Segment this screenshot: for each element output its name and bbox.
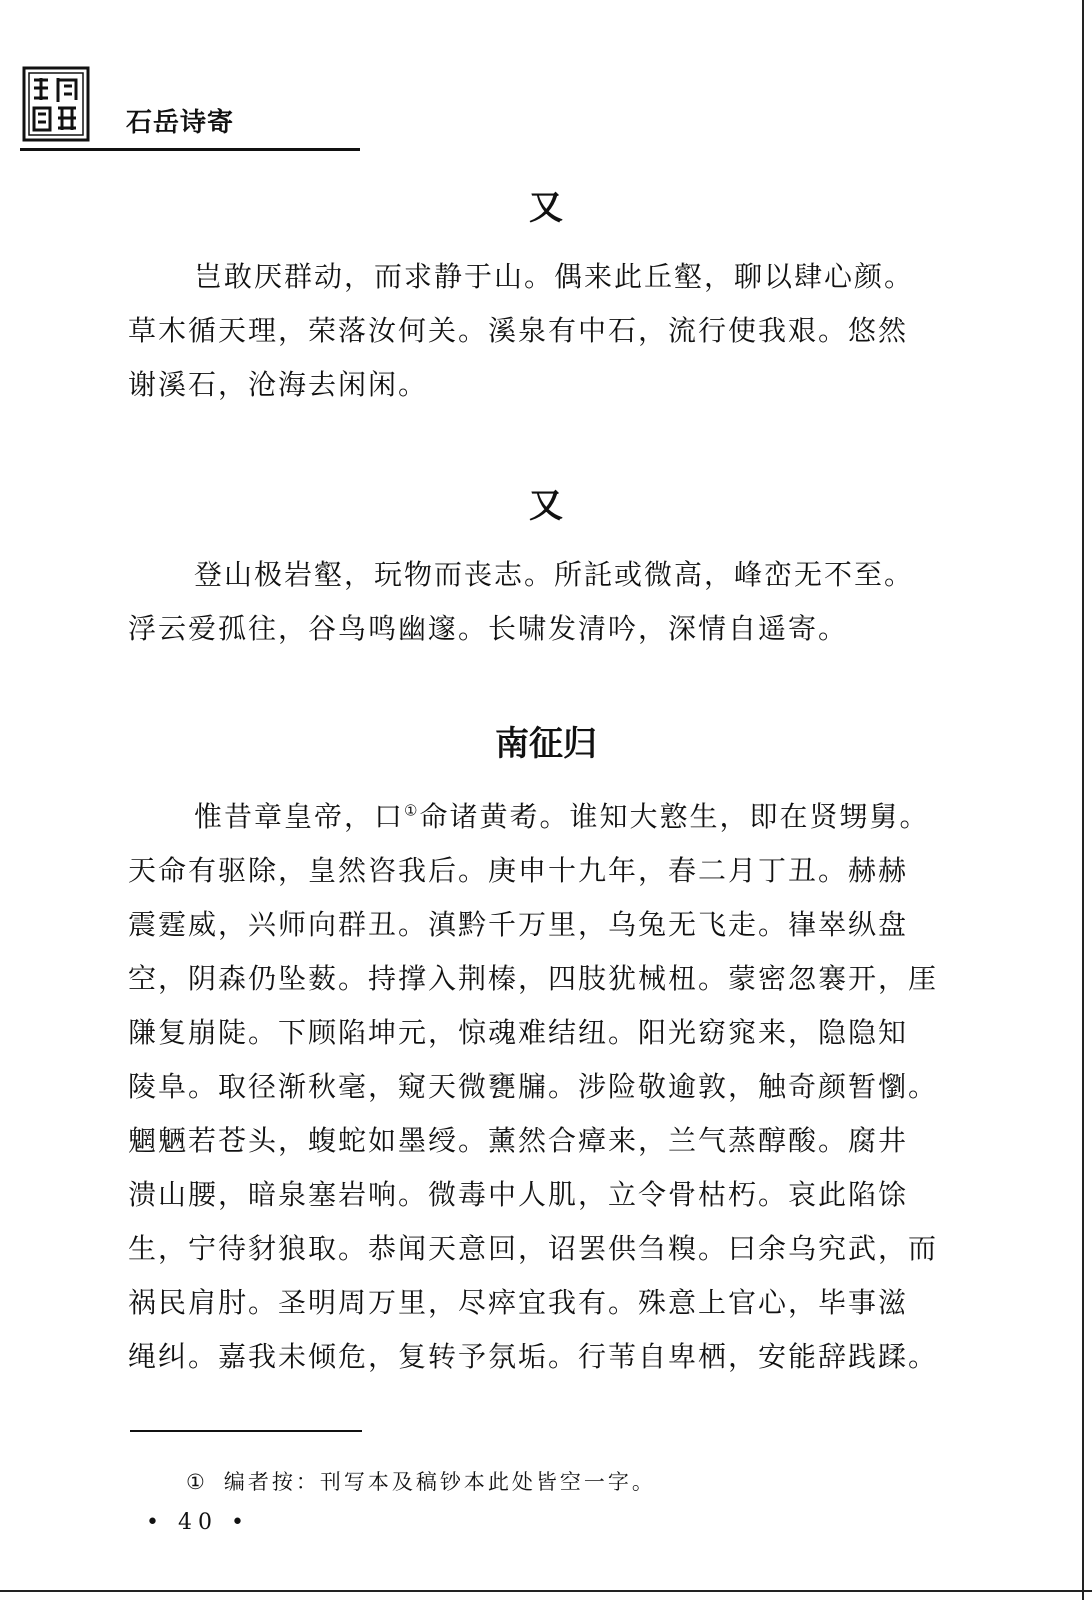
poem-line: 草木循天理，荣落汝何关。溪泉有中石，流行使我艰。悠然 xyxy=(128,314,909,347)
poem-line: 祸民肩肘。圣明周万里，尽瘁宜我有。殊意上官心，毕事滋 xyxy=(128,1286,909,1319)
poem-line: 登山极岩壑，玩物而丧志。所託或微高，峰峦无不至。 xyxy=(194,558,915,591)
poem-title: 南征归 xyxy=(495,724,597,764)
page-edge-bottom xyxy=(0,1590,1092,1592)
poem-line: 魍魉若苍头，蝮蛇如墨绶。薰然合瘴来，兰气蒸醇酸。腐井 xyxy=(128,1124,909,1157)
running-header-title: 石岳诗寄 xyxy=(126,108,235,138)
poem-line: 谢溪石，沧海去闲闲。 xyxy=(128,368,429,401)
page-edge-right xyxy=(1082,0,1084,1600)
poem-line: 生，宁待豺狼取。恭闻天意回，诏罢供刍糗。曰余乌究武，而 xyxy=(128,1232,939,1265)
poem-line: 浮云爱孤往，谷鸟鸣幽邃。长啸发清吟，深情自遥寄。 xyxy=(128,612,849,645)
footnote-mark: ① xyxy=(186,1470,208,1494)
poem-body xyxy=(128,790,980,1384)
poem-line: 隒复崩陡。下顾陷坤元，惊魂难结纽。阳光窈窕来，隐隐知 xyxy=(128,1016,909,1049)
footnote-reference: ① xyxy=(404,801,420,820)
header-rule xyxy=(20,148,360,151)
poem-line: 空，阴森仍坠薮。持撑入荆榛，四肢犹械杻。蒙密忽褰开，厓 xyxy=(128,962,939,995)
poem-line: 绳纠。嘉我未倾危，复转予氛垢。行苇自卑栖，安能辞践蹂。 xyxy=(128,1340,939,1373)
poem-title: 又 xyxy=(529,486,563,526)
poem-line-start: 惟昔章皇帝，口 xyxy=(194,800,405,833)
footnote-rule xyxy=(130,1430,362,1432)
poem-line: 天命有驱除，皇然咨我后。庚申十九年，春二月丁丑。赫赫 xyxy=(128,854,909,887)
poem-title: 又 xyxy=(529,188,563,228)
footnote-text: 编者按：刊写本及稿钞本此处皆空一字。 xyxy=(223,1470,656,1494)
poem-body xyxy=(128,250,980,412)
seal-logo-icon xyxy=(22,66,90,142)
poem-line: 震霆威，兴师向群丑。滇黔千万里，乌兔无飞走。嵂崒纵盘 xyxy=(128,908,909,941)
poem-line xyxy=(128,790,980,844)
poem-body xyxy=(128,548,980,656)
poem-line: 陵阜。取径渐秋毫，窥天微甕牖。涉险敬逾敦，触奇颜暂懰。 xyxy=(128,1070,939,1103)
footnote xyxy=(186,1466,656,1496)
page-number: • 40 • xyxy=(146,1510,250,1535)
poem-line-end: 命诸黄耇。谁知大憝生，即在贤甥舅。 xyxy=(419,800,930,833)
poem-line: 岂敢厌群动，而求静于山。偶来此丘壑，聊以肆心颜。 xyxy=(194,260,915,293)
poem-line: 溃山腰，暗泉塞岩响。微毒中人肌，立令骨枯朽。哀此陷馀 xyxy=(128,1178,909,1211)
